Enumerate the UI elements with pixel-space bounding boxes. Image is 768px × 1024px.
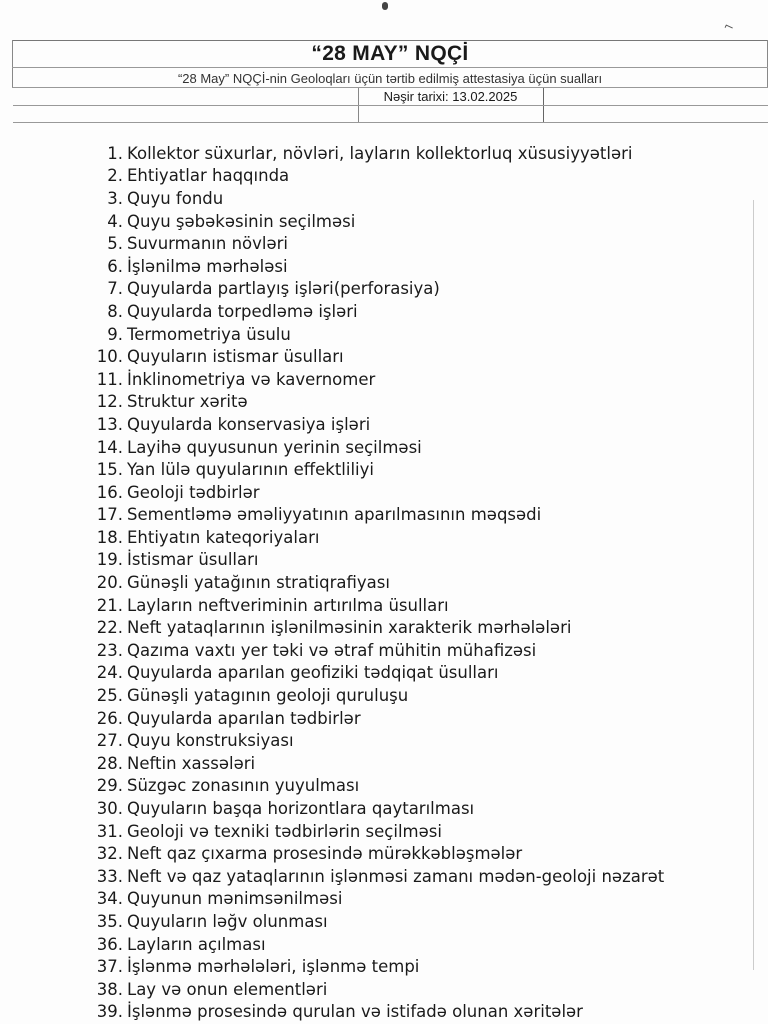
question-item <box>80 345 768 368</box>
question-text: İstismar üsulları <box>127 550 259 570</box>
question-number: 30. <box>96 799 123 819</box>
question-item <box>80 165 768 188</box>
question-item <box>80 594 768 617</box>
question-number: 18. <box>96 527 123 547</box>
header-empty-cell <box>543 88 768 106</box>
question-number: 25. <box>96 686 123 706</box>
header-empty-cell <box>543 106 768 123</box>
question-item <box>80 616 768 639</box>
question-number: 38. <box>96 979 123 999</box>
question-text: Ehtiyatın kateqoriyaları <box>127 527 320 547</box>
question-item <box>80 142 768 165</box>
question-text: İşlənmə mərhələləri, işlənmə tempi <box>127 957 420 977</box>
question-number: 5. <box>107 234 123 254</box>
question-text: Quyularda aparılan tədbirlər <box>127 708 361 728</box>
question-number: 17. <box>96 505 123 525</box>
question-text: Yan lülə quyularının effektliliyi <box>127 460 374 480</box>
question-number: 29. <box>96 776 123 796</box>
question-number: 11. <box>96 369 123 389</box>
question-item <box>80 323 768 346</box>
question-text: Termometriya üsulu <box>127 324 291 344</box>
question-number: 33. <box>96 866 123 886</box>
question-item <box>80 797 768 820</box>
question-number: 34. <box>96 889 123 909</box>
question-item <box>80 571 768 594</box>
question-text: Lay və onun elementləri <box>127 979 328 999</box>
corner-scribble-icon: ⌐ <box>721 18 737 36</box>
question-text: Ehtiyatlar haqqında <box>127 166 290 186</box>
question-number: 28. <box>96 753 123 773</box>
question-item <box>80 955 768 978</box>
header-empty-cell <box>13 88 359 106</box>
question-number: 31. <box>96 821 123 841</box>
question-text: Günəşli yatagının geoloji quruluşu <box>127 686 409 706</box>
question-number: 39. <box>96 1002 123 1022</box>
question-text: Quyularda partlayış işləri(perforasiya) <box>127 279 440 299</box>
question-item <box>80 549 768 572</box>
question-text: Layihə quyusunun yerinin seçilməsi <box>127 437 422 457</box>
question-number: 26. <box>96 708 123 728</box>
question-item <box>80 933 768 956</box>
question-text: Layların neftveriminin artırılma üsulları <box>127 595 449 615</box>
question-text: Quyularda aparılan geofiziki tədqiqat üsulları <box>127 663 499 683</box>
question-item <box>80 436 768 459</box>
question-text: Neftin xassələri <box>127 753 256 773</box>
question-text: Quyularda torpedləmə işləri <box>127 301 358 321</box>
question-number: 24. <box>96 663 123 683</box>
header-empty-cell <box>358 106 543 123</box>
question-item <box>80 775 768 798</box>
question-item <box>80 458 768 481</box>
question-text: Geoloji tədbirlər <box>127 482 260 502</box>
org-title-cell <box>13 41 768 68</box>
question-text: Quyu şəbəkəsinin seçilməsi <box>127 211 356 231</box>
document-subtitle: “28 May” NQÇİ-nin Geoloqları üçün tərtib edilmiş attestasiya üçün sualları <box>177 71 603 86</box>
question-number: 37. <box>96 957 123 977</box>
question-item <box>80 255 768 278</box>
question-text: Struktur xəritə <box>127 392 248 412</box>
question-item <box>80 368 768 391</box>
question-number: 3. <box>107 188 123 208</box>
question-number: 32. <box>96 844 123 864</box>
question-item <box>80 639 768 662</box>
document-header-table <box>12 40 768 123</box>
question-item <box>80 391 768 414</box>
question-text: Suvurmanın növləri <box>127 234 288 254</box>
question-number: 20. <box>96 573 123 593</box>
question-number: 12. <box>96 392 123 412</box>
question-text: Quyu konstruksiyası <box>127 731 294 751</box>
question-text: Quyunun mənimsənilməsi <box>127 889 343 909</box>
question-text: Neft qaz çıxarma prosesində mürəkkəbləşmələr <box>127 844 523 864</box>
question-item <box>80 232 768 255</box>
header-empty-cell <box>13 106 359 123</box>
question-text: Geoloji və texniki tədbirlərin seçilməsi <box>127 821 442 841</box>
question-number: 14. <box>96 437 123 457</box>
question-text: Günəşli yatağının stratiqrafiyası <box>127 573 390 593</box>
question-number: 15. <box>96 460 123 480</box>
question-number: 13. <box>96 414 123 434</box>
question-item <box>80 278 768 301</box>
question-item <box>80 526 768 549</box>
question-text: Layların açılması <box>127 934 266 954</box>
question-number: 23. <box>96 640 123 660</box>
question-number: 21. <box>96 595 123 615</box>
question-item <box>80 888 768 911</box>
question-text: Neft yataqlarının işlənilməsinin xarakterik mərhələləri <box>127 618 572 638</box>
question-item <box>80 1001 768 1024</box>
question-number: 2. <box>107 166 123 186</box>
question-text: Quyu fondu <box>127 188 224 208</box>
question-text: Quyuların ləğv olunması <box>127 911 328 931</box>
question-text: Süzgəc zonasının yuyulması <box>127 776 360 796</box>
question-item <box>80 210 768 233</box>
question-item <box>80 865 768 888</box>
question-number: 27. <box>96 731 123 751</box>
question-text: Neft və qaz yataqlarının işlənməsi zamanı mədən-geoloji nəzarət <box>127 866 665 886</box>
question-number: 19. <box>96 550 123 570</box>
question-item <box>80 481 768 504</box>
question-item <box>80 910 768 933</box>
question-item <box>80 504 768 527</box>
question-number: 16. <box>96 482 123 502</box>
question-number: 7. <box>107 279 123 299</box>
question-number: 22. <box>96 618 123 638</box>
question-number: 36. <box>96 934 123 954</box>
question-number: 4. <box>107 211 123 231</box>
question-item <box>80 752 768 775</box>
question-item <box>80 729 768 752</box>
question-text: Quyuların başqa horizontlara qaytarılması <box>127 799 475 819</box>
punch-hole-mark <box>382 2 388 10</box>
question-number: 8. <box>107 301 123 321</box>
subtitle-cell <box>13 68 768 88</box>
question-item <box>80 684 768 707</box>
question-number: 1. <box>107 143 123 163</box>
question-number: 10. <box>96 347 123 367</box>
question-list <box>80 142 768 1023</box>
question-text: İşlənilmə mərhələsi <box>127 256 288 276</box>
question-text: Sementləmə əməliyyatının aparılmasının məqsədi <box>127 505 542 525</box>
question-item <box>80 300 768 323</box>
org-title: “28 MAY” NQÇİ <box>311 42 469 65</box>
question-item <box>80 413 768 436</box>
question-item <box>80 978 768 1001</box>
question-item <box>80 707 768 730</box>
question-item <box>80 187 768 210</box>
question-text: İşlənmə prosesində qurulan və istifadə olunan xəritələr <box>127 1002 583 1022</box>
question-text: Qazıma vaxtı yer təki və ətraf mühitin mühafizəsi <box>127 640 537 660</box>
question-number: 9. <box>107 324 123 344</box>
question-item <box>80 662 768 685</box>
question-number: 35. <box>96 911 123 931</box>
question-text: Quyuların istismar üsulları <box>127 347 344 367</box>
question-item <box>80 820 768 843</box>
question-text: Quyularda konservasiya işləri <box>127 414 371 434</box>
publish-date: Nəşir tarixi: 13.02.2025 <box>358 88 543 106</box>
question-item <box>80 842 768 865</box>
question-number: 6. <box>107 256 123 276</box>
question-text: İnklinometriya və kavernomer <box>127 369 376 389</box>
question-text: Kollektor süxurlar, növləri, layların kollektorluq xüsusiyyətləri <box>127 143 633 163</box>
